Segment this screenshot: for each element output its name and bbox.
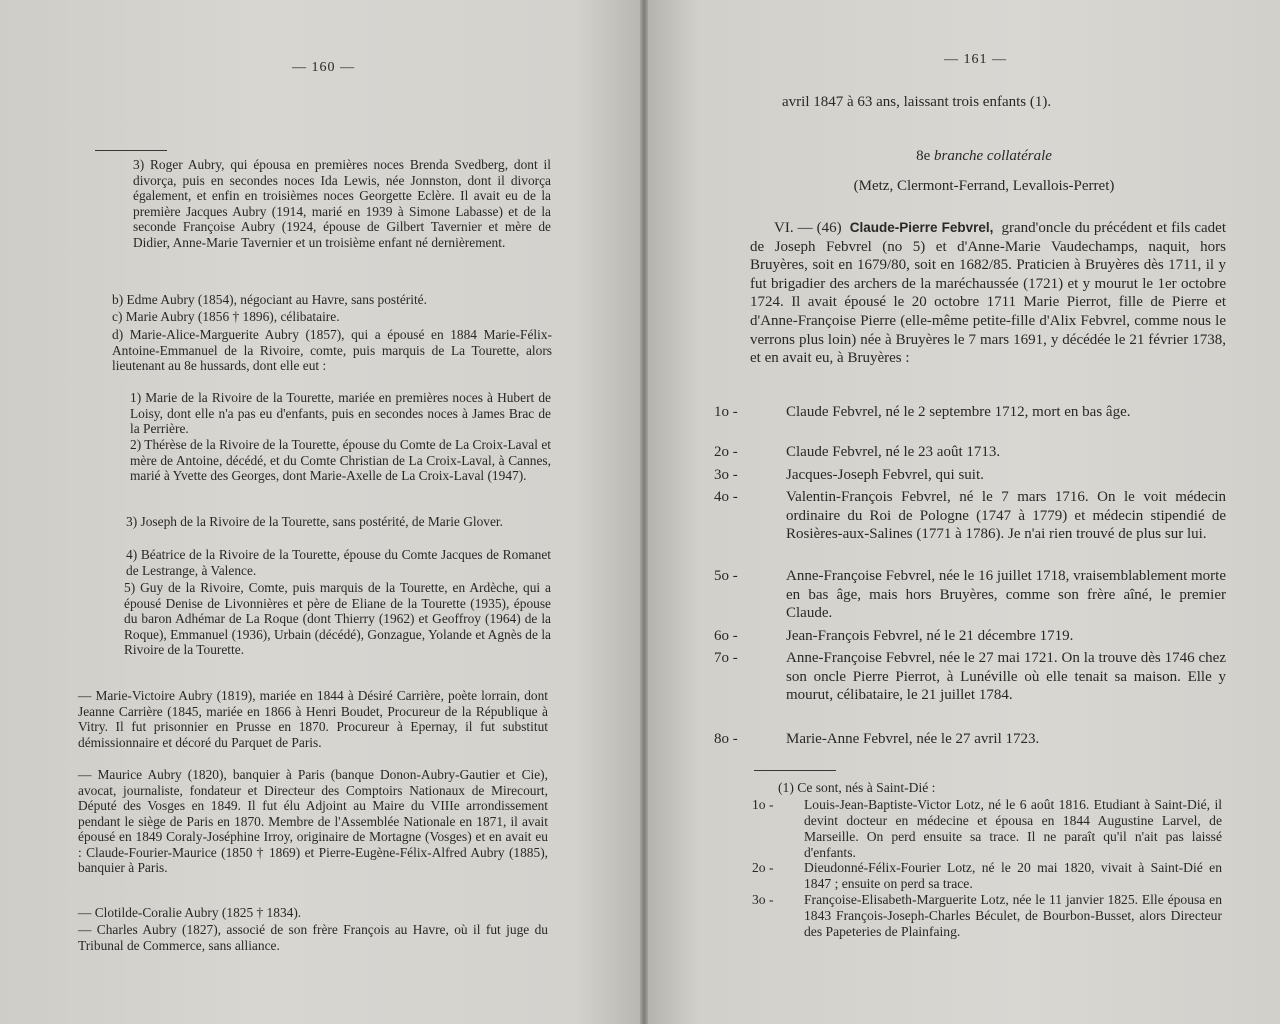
child-item: 1o - Claude Febvrel, né le 2 septembre 1712, mort en bas âge. bbox=[714, 404, 1131, 420]
page-number: — 161 — bbox=[944, 52, 1007, 67]
child-item: 8o - Marie-Anne Febvrel, née le 27 avril 1723. bbox=[714, 731, 1040, 747]
entry-name: Claude-Pierre Febvrel, bbox=[849, 220, 994, 235]
entry: 5) Guy de la Rivoire, Comte, puis marquis de la Tourette, en Ardèche, qui a épousé Denise de Livonnières et père de Eliane de la Tourette (1935), épouse du baron Adhémar de La Roque (dont Thierry (1962) et Geoffroy (1964) de la Roque), Emmanuel (1936), Urbain (décédé), Gonzague, Yolande et Agnès de la Rivoire de la Tourette. bbox=[124, 580, 551, 657]
child-item: 2o - Claude Febvrel, né le 23 août 1713. bbox=[714, 444, 1001, 460]
entry: 3) Roger Aubry, qui épousa en premières noces Brenda Svedberg, dont il divorça, puis en secondes noces Ida Lewis, née Jonnston, dont il divorça également, et enfin en troisièmes noces Georgette Eclère. Il avait eu de la première Jacques Aubry (1914, marié en 1939 à Simone Labasse) et de la seconde Françoise Aubry (1924, épouse de Gilbert Tavernier et mère de Didier, Anne-Marie Tavernier et un troisième enfant né dernièrement. bbox=[133, 157, 551, 250]
heading-text: branche collatérale bbox=[934, 148, 1052, 164]
entry-label: VI. — (46) bbox=[774, 220, 842, 236]
entry: c) Marie Aubry (1856 † 1896), célibataire. bbox=[112, 309, 340, 324]
entry: b) Edme Aubry (1854), négociant au Havre, sans postérité. bbox=[112, 292, 427, 307]
book-gutter bbox=[640, 0, 648, 1024]
child-item: 3o - Jacques-Joseph Febvrel, qui suit. bbox=[714, 467, 984, 483]
entry: 3) Joseph de la Rivoire de la Tourette, sans postérité, de Marie Glover. bbox=[126, 514, 503, 529]
footnote-intro: (1) Ce sont, nés à Saint-Dié : bbox=[778, 780, 936, 795]
footnote-item: 3o - Françoise-Elisabeth-Marguerite Lotz, née le 11 janvier 1825. Elle épousa en 1843 François-Joseph-Charles Béculet, de Bourbon-Busset, alors Directeur des Papeteries de Plainfaing. bbox=[752, 892, 1222, 939]
entry: d) Marie-Alice-Marguerite Aubry (1857), qui a épousé en 1884 Marie-Félix-Antoine-Emmanuel de la Rivoire, comte, puis marquis de La Tourette, alors lieutenant au 8e hussards, dont elle eut : bbox=[112, 327, 552, 373]
entry: 4) Béatrice de la Rivoire de la Tourette, épouse du Comte Jacques de Romanet de Lestrange, à Valence. bbox=[126, 547, 551, 578]
footnote-item: 2o - Dieudonné-Félix-Fourier Lotz, né le 20 mai 1820, vivait à Saint-Dié en 1847 ; ensuite on perd sa trace. bbox=[752, 860, 1222, 891]
footnote-item: 1o - Louis-Jean-Baptiste-Victor Lotz, né le 6 août 1816. Etudiant à Saint-Dié, il devint docteur en médecine et épousa en 1844 Augustine Larvel, de Marseille. On perd ensuite sa trace. Il ne paraît qu'il n'ait pas laissé d'enfants. bbox=[752, 797, 1222, 860]
entry: 1) Marie de la Rivoire de la Tourette, mariée en premières noces à Hubert de Loisy, dont elle n'a pas eu d'enfants, puis en secondes noces à James Brac de la Perrière. bbox=[130, 390, 551, 436]
entry: — Marie-Victoire Aubry (1819), mariée en 1844 à Désiré Carrière, poète lorrain, dont Jeanne Carrière (1845, mariée en 1866 à Henri Boudet, Procureur de la République à Vitry. Il fut prisonnier en Prusse en 1870. Procureur à Epernay, il fut substitut démissionnaire et décoré du Parquet de Paris. bbox=[78, 688, 548, 750]
opening-line: avril 1847 à 63 ans, laissant trois enfants (1). bbox=[782, 94, 1052, 110]
section-heading bbox=[744, 147, 1224, 166]
footnote-rule bbox=[754, 770, 836, 771]
entry: — Maurice Aubry (1820), banquier à Paris (banque Donon-Aubry-Gautier et Cie), avocat, journaliste, fondateur et Directeur des Comptoirs Nationaux de Mirecourt, Député des Vosges en 1849. Il fut élu Adjoint au Maire du VIIIe arrondissement pendant le siège de Paris en 1870. Membre de l'Assemblée Nationale en 1871, il avait épousé en 1849 Coraly-Joséphine Irroy, originaire de Mortagne (Vosges) et en avait eu : Claude-Fourier-Maurice (1850 † 1869) et Pierre-Eugène-Félix-Alfred Aubry (1885), banquier à Paris. bbox=[78, 767, 548, 875]
page-number: — 160 — bbox=[292, 60, 355, 75]
entry-text: grand'oncle du précédent et fils cadet de Joseph Febvrel (no 5) et d'Anne-Marie Vaudechamps, naquit, hors Bruyères, soit en 1679/80, soit en 1682/85. Praticien à Bruyères dès 1711, il y fut brigadier des archers de la maréchaussée (1721) et y mourut le 1er octobre 1724. Il avait épousé le 20 octobre 1711 Marie Pierrot, fille de Pierre et d'Anne-Françoise Pierre (elle-même petite-fille d'Alix Febvrel, comme nous le verrons plus loin) née à Bruyères le 7 mars 1691, y décédée le 21 février 1738, et en avait eu, à Bruyères : bbox=[750, 220, 1227, 367]
places: (Metz, Clermont-Ferrand, Levallois-Perret) bbox=[853, 178, 1115, 194]
heading-prefix: 8e bbox=[916, 148, 931, 164]
right-page bbox=[648, 0, 1280, 1024]
entry: — Charles Aubry (1827), associé de son frère François au Havre, où il fut juge du Tribunal de Commerce, sans alliance. bbox=[78, 922, 548, 953]
entry: — Clotilde-Coralie Aubry (1825 † 1834). bbox=[78, 905, 302, 920]
child-item: 6o - Jean-François Febvrel, né le 21 décembre 1719. bbox=[714, 628, 1074, 644]
child-item: 7o - Anne-Françoise Febvrel, née le 27 mai 1721. On la trouve dès 1746 chez son oncle Pierre Pierrot, à Lunéville où elle tenait sa maison. Elle y mourut, célibataire, le 21 juillet 1784. bbox=[714, 650, 1226, 704]
entry-paragraph bbox=[750, 219, 1226, 368]
child-item: 4o - Valentin-François Febvrel, né le 7 mars 1716. On le voit médecin ordinaire du Roi de Pologne (1747 à 1779) et médecin stipendié de Rosières-aux-Salines (1771 à 1786). Je n'ai rien trouvé de plus sur lui. bbox=[714, 489, 1226, 543]
child-item: 5o - Anne-Françoise Febvrel, née le 16 juillet 1718, vraisemblablement morte en bas âge, mais hors Bruyères, comme son frère aîné, le premier Claude. bbox=[714, 568, 1226, 622]
section-rule bbox=[95, 150, 167, 151]
entry: 2) Thérèse de la Rivoire de la Tourette, épouse du Comte de La Croix-Laval et mère de Antoine, décédé, et du Comte Christian de La Croix-Laval, à Cannes, marié à Yvette des Georges, dont Marie-Axelle de La Croix-Laval (1947). bbox=[130, 437, 551, 483]
